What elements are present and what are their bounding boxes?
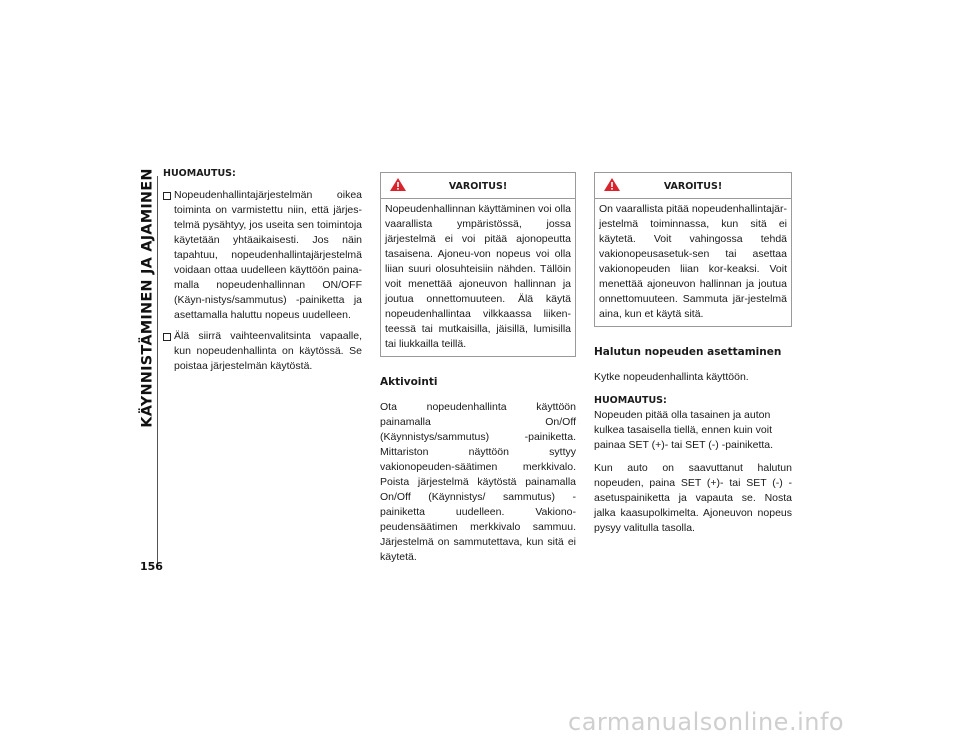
warning-box (380, 172, 576, 357)
warning-title: VAROITUS! (663, 181, 723, 192)
watermark-text: carmanualsonline.info (568, 708, 845, 736)
page-number: 156 (140, 560, 163, 573)
warning-title: VAROITUS! (448, 181, 508, 192)
bullet-item (163, 329, 362, 374)
body-paragraph: Ota nopeudenhallinta käyttöön painamalla On/Off (Käynnistys/sammutus) -painiketta. Mittariston näyttöön syttyy vakionopeuden-säätimen merkkivalo. Poista järjestelmä käytöstä painamalla On/Off (Käynnistys/ sammutus) -painiketta uudelleen. Vakiono-peudensäätimen merkkivalo sammuu. Järjestelmä on sammutettava, kun sitä ei käytetä. (380, 401, 576, 563)
section-heading: Aktivointi (380, 376, 438, 388)
bullet-text: Älä siirrä vaihteenvalitsinta vapaalle, kun nopeudenhallinta on käytössä. Se poistaa järjestelmän käytöstä. (174, 330, 362, 372)
note-heading: HUOMAUTUS: (594, 395, 667, 406)
body-paragraph: Kun auto on saavuttanut halutun nopeuden, paina SET (+)- tai SET (-) -asetuspainiketta ja vapauta se. Nosta jalka kaasupolkimelta. Ajoneuvon nopeus pysyy valitulla tasolla. (594, 462, 792, 534)
warning-box (594, 172, 792, 327)
bullet-list (163, 188, 362, 374)
warning-text: On vaarallista pitää nopeudenhallintajär-jestelmä toiminnassa, kun sitä ei käytetä. Voit vahingossa tehdä vakionopeusasetuk-sen tai asettaa vakionopeuden liian kor-keaksi. Voit menettää ajoneuvon hallinnan ja joutua onnettomuuteen. Sammuta jär-jestelmä aina, kun et käytä sitä. (599, 203, 787, 320)
column-right (594, 172, 792, 544)
note-text: Nopeuden pitää olla tasainen ja auton kulkea tasaisella tiellä, ennen kuin voit painaa SET (+)- tai SET (-) -painiketta. (594, 409, 774, 451)
note-paragraph (594, 393, 792, 453)
bullet-text: Nopeudenhallintajärjestelmän oikea toiminta on varmistettu niin, että järjes-telmä pysähtyy, jos useita sen toimintoja käytetään yhtäaikaisesti. Jos näin tapahtuu, nopeudenhallintajärjestelmä voidaan ottaa uudelleen käyttöön paina-malla nopeudenhallinnan ON/OFF (Käyn-nistys/sammutus) -painiketta ja asettamalla haluttu nopeus uudelleen. (174, 189, 362, 321)
section-heading: Halutun nopeuden asettaminen (594, 346, 782, 358)
note-heading: HUOMAUTUS: (163, 168, 236, 179)
warning-text: Nopeudenhallinnan käyttäminen voi olla vaarallista ympäristössä, jossa järjestelmä ei voi pitää ajonopeutta tasaisena. Ajoneu-von nopeus voi olla liian suuri olosuhteisiin nähden. Tällöin voit menettää ajoneuvon hallinnan ja joutua onnettomuuteen. Älä käytä nopeudenhallintaa vilkkaassa liiken-teessä tai mutkaisilla, jäisillä, lumisilla tai liukkailla teillä. (385, 203, 571, 350)
warning-header (381, 173, 575, 199)
chapter-title-text: KÄYNNISTÄMINEN JA AJAMINEN (140, 168, 157, 428)
column-left (163, 166, 362, 380)
square-bullet-icon (163, 192, 171, 200)
side-divider (157, 176, 158, 564)
body-paragraph: Kytke nopeudenhallinta käyttöön. (594, 371, 749, 383)
chapter-side-title (138, 168, 158, 428)
warning-header (595, 173, 791, 199)
bullet-item (163, 188, 362, 323)
column-middle (380, 172, 576, 573)
square-bullet-icon (163, 333, 171, 341)
